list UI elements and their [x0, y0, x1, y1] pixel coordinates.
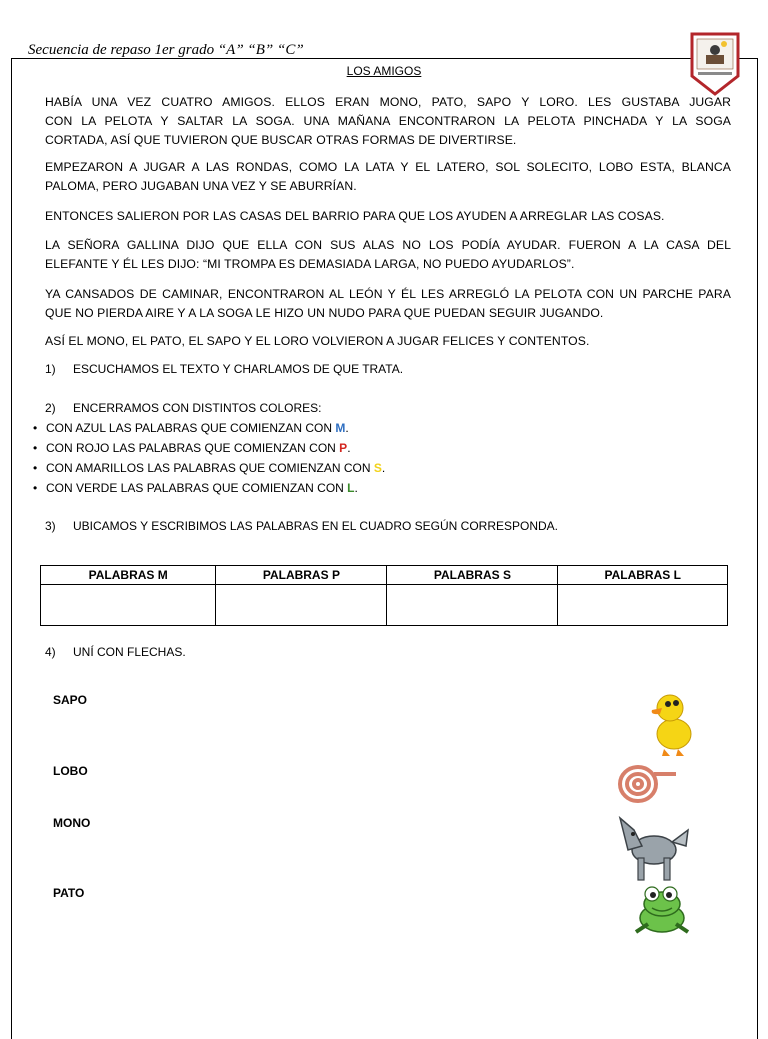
color-instruction: [33, 421, 349, 435]
table-header: PALABRAS M: [41, 566, 216, 585]
story-line: ASÍ EL MONO, EL PATO, EL SAPO Y EL LORO VOLVIERON A JUGAR FELICES Y CONTENTOS.: [45, 334, 590, 348]
activity-2: [45, 401, 321, 415]
match-word[interactable]: PATO: [53, 886, 85, 900]
story-line: PALOMA, PERO JUGABAN UNA VEZ Y SE ABURRÍAN.: [45, 179, 357, 193]
frog-picture[interactable]: [630, 884, 694, 940]
initial-letter: S: [373, 461, 382, 475]
story-paragraph: [45, 93, 731, 150]
answer-cell-s[interactable]: [387, 585, 558, 626]
activity-number: 4): [45, 645, 56, 659]
instruction-text: CON AMARILLOS LAS PALABRAS QUE COMIENZAN CON: [46, 461, 374, 475]
story-paragraph: [45, 332, 731, 351]
words-table: [40, 565, 728, 626]
activity-text: ENCERRAMOS CON DISTINTOS COLORES:: [73, 401, 322, 415]
answer-cell-p[interactable]: [216, 585, 387, 626]
color-instruction: [33, 461, 385, 475]
activity-text: UNÍ CON FLECHAS.: [73, 645, 186, 659]
worksheet-header: Secuencia de repaso 1er grado “A” “B” “C”: [28, 42, 304, 58]
match-word[interactable]: LOBO: [53, 764, 88, 778]
match-word[interactable]: SAPO: [53, 693, 88, 707]
story-paragraph: [45, 207, 731, 226]
activity-number: 2): [45, 401, 56, 415]
activity-text: ESCUCHAMOS EL TEXTO Y CHARLAMOS DE QUE TRATA.: [73, 362, 404, 376]
initial-letter: L: [347, 481, 355, 495]
initial-letter: P: [339, 441, 348, 455]
activity-1: [45, 362, 403, 376]
instruction-text: CON ROJO LAS PALABRAS QUE COMIENZAN CON: [46, 441, 340, 455]
story-line: ENTONCES SALIERON POR LAS CASAS DEL BARRIO PARA QUE LOS AYUDEN A ARREGLAR LAS COSAS.: [45, 209, 665, 223]
story-paragraph: [45, 158, 731, 196]
rope-picture[interactable]: [616, 760, 682, 808]
duck-picture[interactable]: [648, 688, 698, 760]
table-header: PALABRAS P: [216, 566, 387, 585]
story-line: LA SEÑORA GALLINA DIJO QUE ELLA CON SUS ALAS NO LOS PODÍA AYUDAR. FUERON A LA CASA DEL: [45, 238, 731, 252]
table-header: PALABRAS L: [558, 566, 728, 585]
instruction-end: .: [381, 461, 386, 475]
bullet-dot: •: [33, 421, 38, 435]
story-line: YA CANSADOS DE CAMINAR, ENCONTRARON AL LEÓN Y ÉL LES ARREGLÓ LA PELOTA CON UN PARCHE PARA: [45, 287, 731, 301]
activity-3: [45, 519, 558, 533]
bullet-dot: •: [33, 461, 38, 475]
activity-4: [45, 645, 186, 659]
story-line: QUE NO PIERDA AIRE Y A LA SOGA LE HIZO UN NUDO PARA QUE PUEDAN SEGUIR JUGANDO.: [45, 306, 604, 320]
story-line: HABÍA UNA VEZ CUATRO AMIGOS. ELLOS ERAN MONO, PATO, SAPO Y LORO. LES GUSTABA JUGAR: [45, 95, 731, 109]
initial-letter: M: [335, 421, 346, 435]
instruction-end: .: [347, 441, 351, 455]
story-line: EMPEZARON A JUGAR A LAS RONDAS, COMO LA LATA Y EL LATERO, SOL SOLECITO, LOBO ESTA, BLANCA: [45, 160, 731, 174]
color-instruction: [33, 481, 358, 495]
instruction-text: CON AZUL LAS PALABRAS QUE COMIENZAN CON: [46, 421, 336, 435]
story-paragraph: [45, 236, 731, 274]
wolf-picture[interactable]: [614, 812, 694, 884]
bullet-dot: •: [33, 441, 38, 455]
story-title: LOS AMIGOS: [346, 64, 422, 78]
story-line: CON LA PELOTA Y SALTAR LA SOGA. UNA MAÑANA ENCONTRARON LA PELOTA PINCHADA Y LA SOGA: [45, 114, 731, 128]
answer-cell-l[interactable]: [558, 585, 728, 626]
color-instruction: [33, 441, 351, 455]
activity-number: 3): [45, 519, 56, 533]
instruction-end: .: [345, 421, 349, 435]
story-line: ELEFANTE Y ÉL LES DIJO: “MI TROMPA ES DEMASIADA LARGA, NO PUEDO AYUDARLOS”.: [45, 257, 575, 271]
story-paragraph: [45, 285, 731, 323]
answer-cell-m[interactable]: [41, 585, 216, 626]
activity-text: UBICAMOS Y ESCRIBIMOS LAS PALABRAS EN EL CUADRO SEGÚN CORRESPONDA.: [73, 519, 559, 533]
match-word[interactable]: MONO: [53, 816, 91, 830]
instruction-end: .: [354, 481, 358, 495]
activity-number: 1): [45, 362, 56, 376]
bullet-dot: •: [33, 481, 38, 495]
instruction-text: CON VERDE LAS PALABRAS QUE COMIENZAN CON: [46, 481, 348, 495]
story-line: CORTADA, ASÍ QUE TUVIERON QUE BUSCAR OTRAS FORMAS DE DIVERTIRSE.: [45, 133, 517, 147]
table-header: PALABRAS S: [387, 566, 558, 585]
